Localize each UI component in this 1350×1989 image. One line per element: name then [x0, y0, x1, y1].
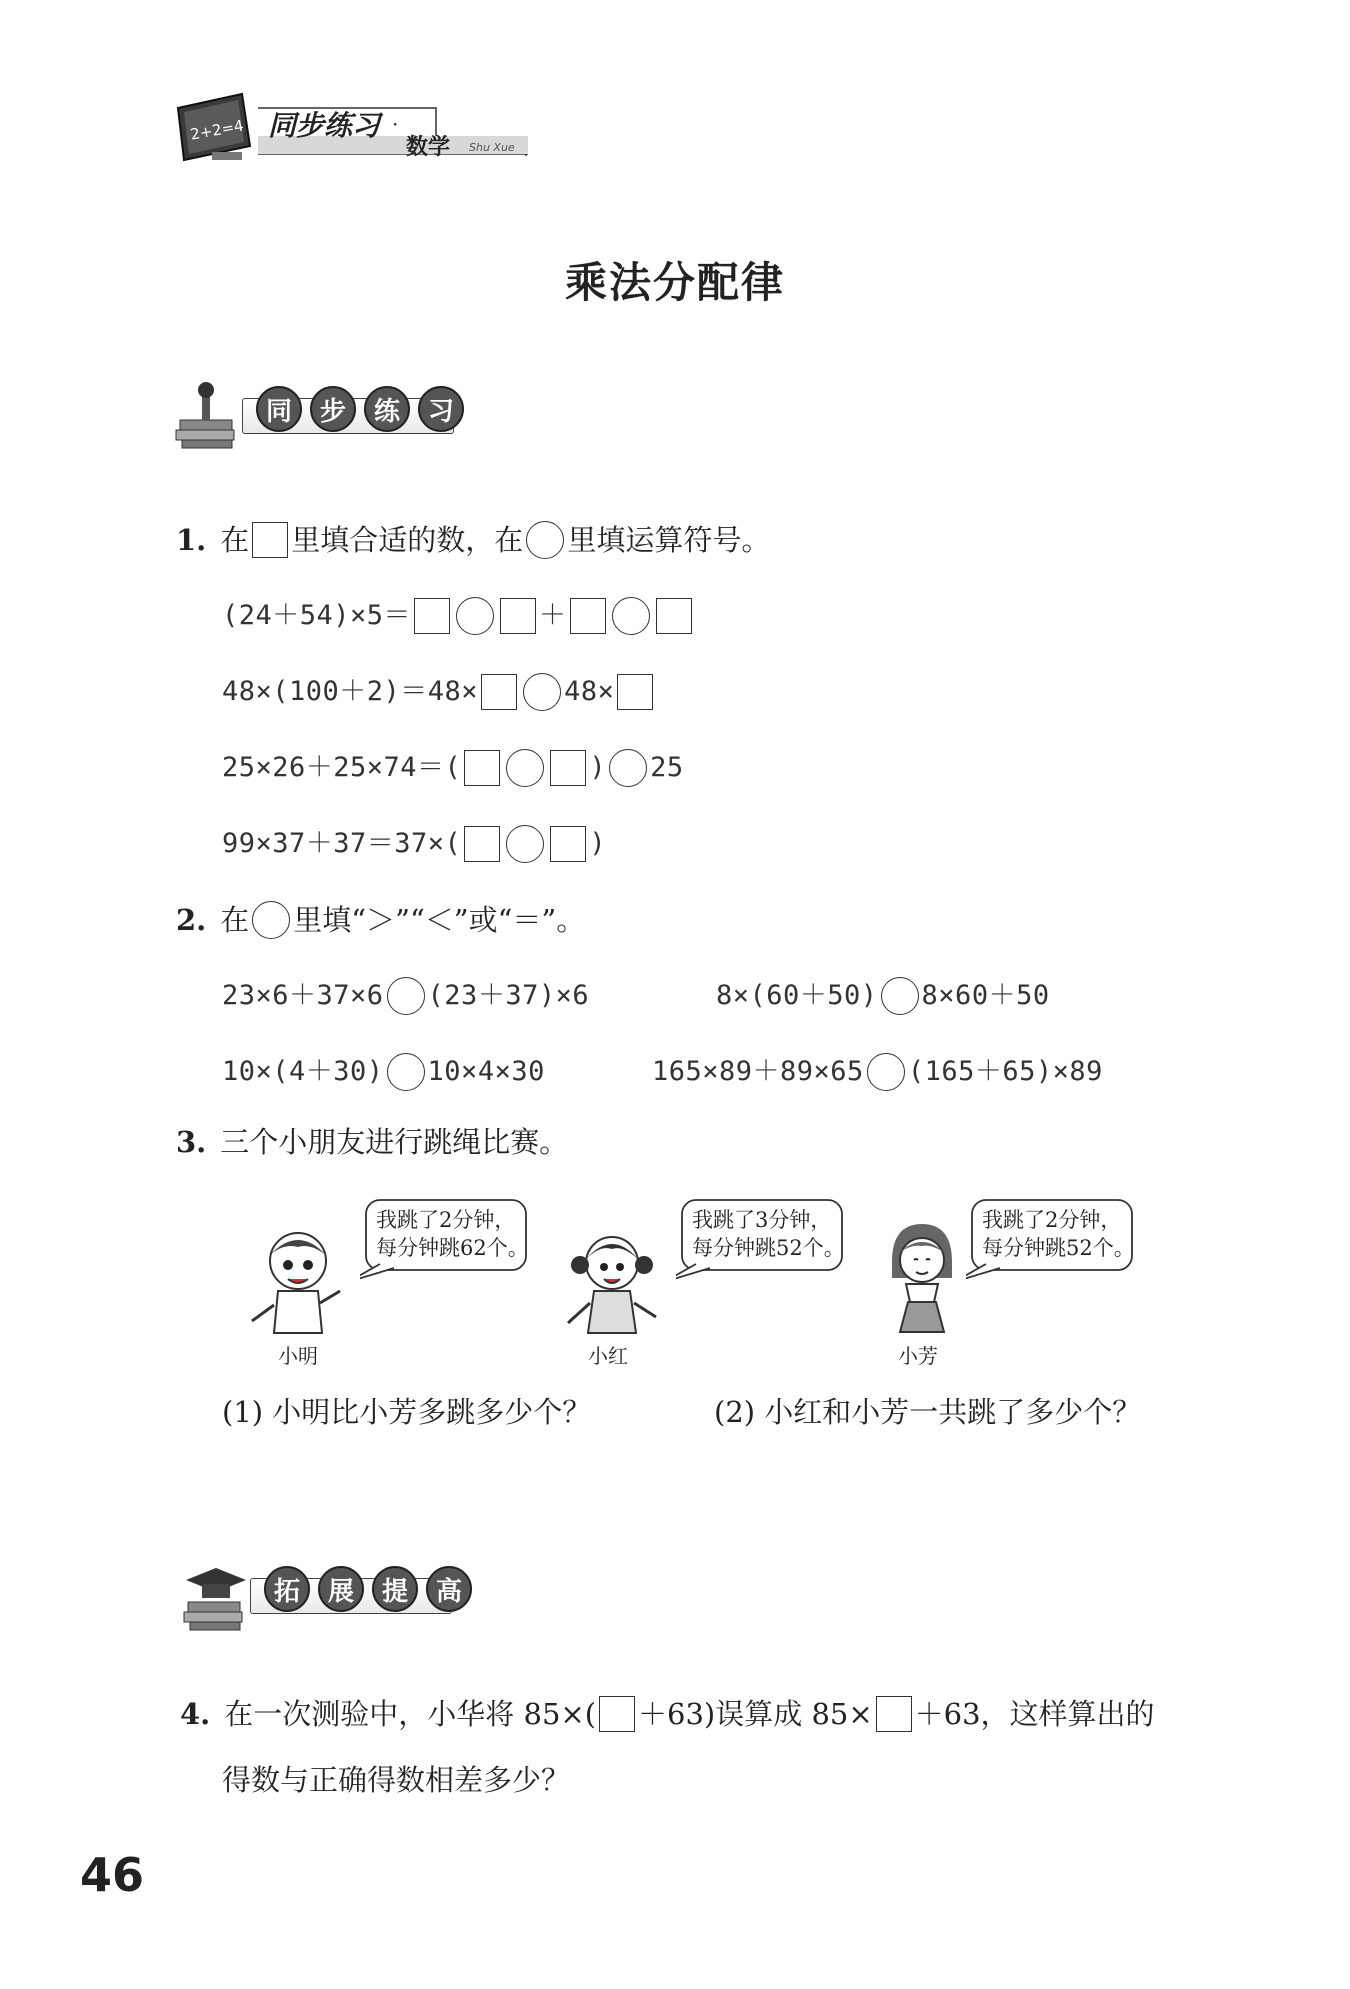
bubble-line: 我跳了2分钟， [982, 1208, 1122, 1232]
answer-box[interactable] [500, 598, 536, 634]
expr-text: (24＋54)×5＝ [222, 600, 412, 631]
compare-circle[interactable] [867, 1053, 905, 1091]
answer-box[interactable] [464, 826, 500, 862]
books-lamp-icon [172, 380, 252, 452]
banner-char: 同 [256, 386, 302, 432]
kid-name: 小红 [588, 1344, 628, 1368]
compare-circle[interactable] [387, 1053, 425, 1091]
q1-text-part: 里填运算符号。 [567, 523, 771, 557]
q2-compare-c [222, 1052, 545, 1092]
answer-box [599, 1696, 635, 1732]
q4-number: 4. [180, 1697, 211, 1731]
bubble-line: 每分钟跳62个。 [376, 1236, 529, 1260]
bubble-line: 我跳了2分钟， [376, 1208, 516, 1232]
section-banner-extension [180, 1560, 470, 1630]
banner-char: 拓 [264, 1566, 310, 1612]
q3-prompt [176, 1122, 568, 1162]
girl-illustration-xiaofang [872, 1218, 972, 1336]
boy-illustration [250, 1225, 350, 1335]
blackboard-icon [172, 90, 262, 166]
expr-text: 8×(60＋50) [716, 980, 878, 1011]
subject-label: 数学 [406, 135, 451, 160]
q1-text-part: 在 [220, 523, 250, 557]
kid-name: 小明 [278, 1344, 318, 1368]
q3-text: 三个小朋友进行跳绳比赛。 [220, 1125, 569, 1159]
banner-char: 提 [372, 1566, 418, 1612]
section-banner-sync-practice [172, 380, 462, 450]
q2-number: 2. [176, 903, 207, 937]
answer-box[interactable] [464, 750, 500, 786]
answer-box[interactable] [570, 598, 606, 634]
q1-expression-4 [222, 824, 606, 864]
q1-expression-3 [222, 748, 684, 788]
q2-compare-a [222, 976, 589, 1016]
expr-text: 10×(4＋30) [222, 1056, 384, 1087]
grad-cap-books-icon [180, 1560, 260, 1632]
subject-pinyin: Shu Xue [469, 141, 515, 154]
banner-char: 习 [418, 386, 464, 432]
header-dot: · [392, 112, 399, 136]
bubble-line: 每分钟跳52个。 [692, 1236, 845, 1260]
speech-bubble-xiaofang [966, 1198, 1136, 1284]
expr-text: 25×26＋25×74＝( [222, 752, 462, 783]
banner-char: 展 [318, 1566, 364, 1612]
answer-box[interactable] [617, 674, 653, 710]
banner-char: 步 [310, 386, 356, 432]
expr-text: 23×6＋37×6 [222, 980, 384, 1011]
expr-text: ＋ [539, 600, 567, 631]
bubble-line: 每分钟跳52个。 [982, 1236, 1135, 1260]
answer-circle[interactable] [612, 597, 650, 635]
q1-prompt [176, 520, 770, 560]
answer-box[interactable] [656, 598, 692, 634]
board-text: 2+2=4 [188, 116, 246, 144]
expr-text: ) [589, 828, 607, 859]
banner-char: 高 [426, 1566, 472, 1612]
bubble-line: 我跳了3分钟， [692, 1208, 832, 1232]
answer-circle[interactable] [523, 673, 561, 711]
q1-text-part: 里填合适的数，在 [291, 523, 524, 557]
q4-line-1 [180, 1694, 1155, 1734]
q2-prompt [176, 900, 585, 940]
q2-compare-b [716, 976, 1050, 1016]
expr-text: 99×37＋37＝37×( [222, 828, 462, 859]
q2-text-part: 里填“＞”“＜”或“＝”。 [293, 903, 586, 937]
q4-text-part: 在一次测验中，小华将 85×( [224, 1697, 597, 1731]
expr-text: 10×4×30 [427, 1056, 545, 1087]
answer-box[interactable] [550, 750, 586, 786]
answer-box[interactable] [481, 674, 517, 710]
expr-text: 25 [650, 752, 684, 783]
q1-number: 1. [176, 523, 207, 557]
expr-text: 165×89＋89×65 [652, 1056, 864, 1087]
answer-circle[interactable] [506, 749, 544, 787]
answer-circle[interactable] [506, 825, 544, 863]
q2-compare-d [652, 1052, 1103, 1092]
answer-box [252, 522, 288, 558]
expr-text: 8×60＋50 [921, 980, 1050, 1011]
answer-box [876, 1696, 912, 1732]
q3-number: 3. [176, 1125, 207, 1159]
page-number: 46 [80, 1848, 145, 1902]
page-title: 乘法分配律 [564, 258, 785, 307]
answer-box[interactable] [414, 598, 450, 634]
compare-circle[interactable] [881, 977, 919, 1015]
q2-text-part: 在 [220, 903, 250, 937]
answer-box[interactable] [550, 826, 586, 862]
kid-name: 小芳 [898, 1344, 938, 1368]
answer-circle [252, 901, 290, 939]
expr-text: (165＋65)×89 [907, 1056, 1103, 1087]
q4-text-part: ＋63，这样算出的 [914, 1697, 1155, 1731]
expr-text: 48×(100＋2)＝48× [222, 676, 479, 707]
speech-bubble-xiaohong [676, 1198, 846, 1284]
q3-subquestion-2: (2) 小红和小芳一共跳了多少个？ [714, 1395, 1142, 1429]
expr-text: (23＋37)×6 [427, 980, 590, 1011]
speech-bubble-xiaoming [360, 1198, 530, 1284]
expr-text: 48× [564, 676, 615, 707]
answer-circle[interactable] [609, 749, 647, 787]
expr-text: ) [589, 752, 607, 783]
q1-expression-1 [222, 596, 695, 636]
compare-circle[interactable] [387, 977, 425, 1015]
q4-text-part: ＋63)误算成 85× [638, 1697, 873, 1731]
q3-subquestion-1: (1) 小明比小芳多跳多少个？ [222, 1395, 592, 1429]
girl-illustration-xiaohong [562, 1225, 662, 1335]
series-title: 同步练习 [268, 109, 381, 142]
answer-circle [526, 521, 564, 559]
q4-line-2: 得数与正确得数相差多少？ [222, 1763, 571, 1797]
banner-char: 练 [364, 386, 410, 432]
answer-circle[interactable] [456, 597, 494, 635]
q1-expression-2 [222, 672, 656, 712]
